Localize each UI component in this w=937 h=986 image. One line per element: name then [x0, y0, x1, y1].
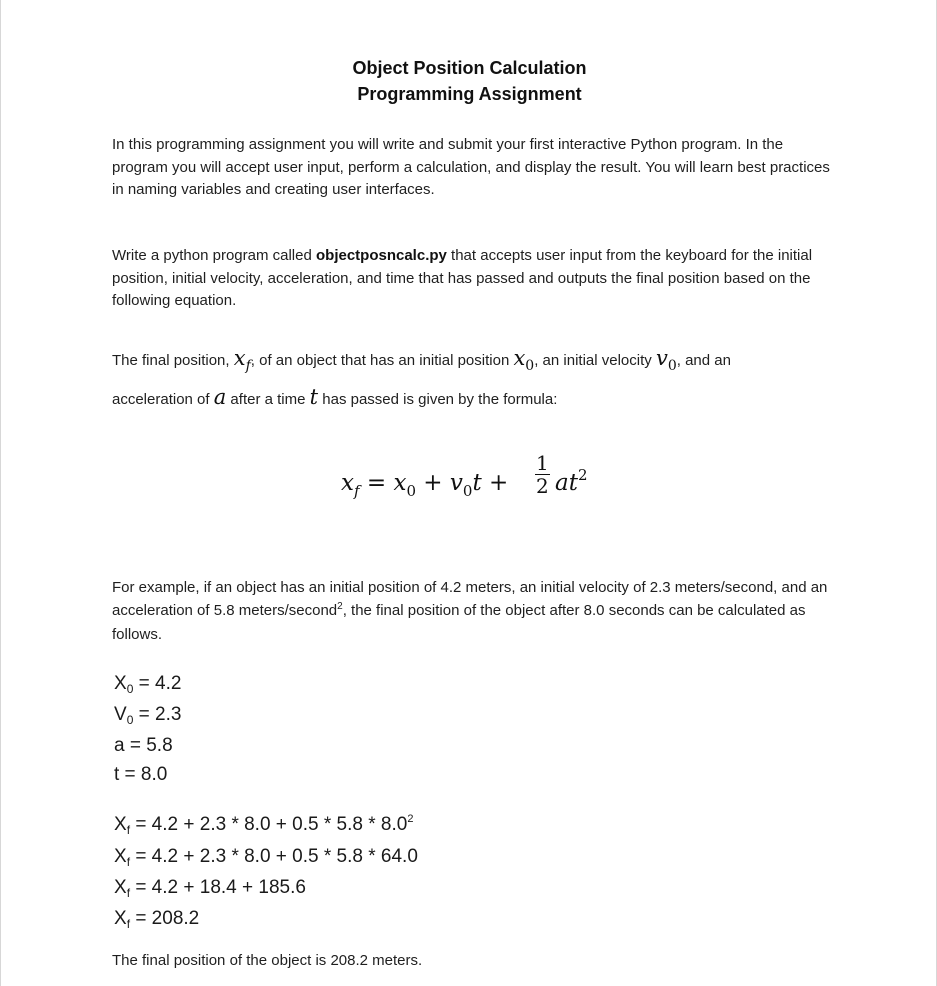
- document-page: Object Position Calculation Programming Assignment In this programming assignment you will write and submit your first interactive Python program. In the program you will accept user input, perform a calculation, and display the result. You will learn best practices in naming variables and creating user interfaces. Write a python program called objectposncalc.py that accepts user input from the keyboard for the initial position, initial velocity, acceleration, and time that has passed and outputs the final position based on the following equation. The final position, $x_f$, of an object that has an initial position $x_0$, an initial velocity $v_0$, and an acceleration of a after a time t has passed is given by the formula: $x_f = x_0 + v_0t$ + 1 2 $at^2$ For example, if an object has an initial position of 4.2 meters, an initial velocity of 2.3 meters/second, and an acceleration of 5.8 meters/second$^2$, the final position of the object after 8.0 seconds can be calculated as follows. $X_0 = 4.2$ $V_0 = 2.3$ a = 5.8 t = 8.0 $X_f = 4.2 + 2.3 * 8.0 + 0.5 * 5.8 * 8.0^2$ $X_f = 4.2 + 2.3 * 8.0 + 0.5 * 5.8 * 64.0$ $X_f = 4.2 + 18.4 + 185.6$ $X_f = 208.2$ The final position of the object is 208.2 meters.: [0, 0, 937, 986]
- steps-block: [114, 810, 418, 935]
- intro-paragraph: In this programming assignment you will write and submit your first interactive Python program. In the program you will accept user input, perform a calculation, and display the result. You will learn best practices in naming variables and creating user interfaces.: [112, 136, 830, 198]
- task-paragraph: Write a python program called objectposncalc.py that accepts user input from the keyboard for the initial position, initial velocity, acceleration, and time that has passed and outputs the final position based on the following equation.: [112, 247, 813, 309]
- step-2: $X_f = 4.2 + 2.3 * 8.0 + 0.5 * 5.8 * 64.0$: [114, 846, 418, 869]
- title-line-1: Object Position Calculation: [352, 58, 587, 78]
- given-x0: $X_0 = 4.2$: [114, 673, 182, 696]
- given-v0: $V_0 = 2.3$: [114, 704, 182, 727]
- givens-block: [114, 669, 181, 789]
- example-paragraph: For example, if an object has an initial position of 4.2 meters, an initial velocity of 2.3 meters/second, and an acceleration of 5.8 meters/second$^2$, the final position of the object after 8.0 seconds can be calculated as follows.: [112, 579, 828, 643]
- given-a: a = 5.8: [114, 735, 173, 756]
- title-line-2: Programming Assignment: [357, 84, 582, 104]
- formula-intro-paragraph: The final position, $x_f$, of an object that has an initial position $x_0$, an initial velocity $v_0$, and an acceleration of a after a time t has passed is given by the formula:: [112, 346, 731, 409]
- var-xf: $x_f$: [233, 346, 251, 374]
- var-t: t: [309, 385, 319, 409]
- step-1: $X_f = 4.2 + 2.3 * 8.0 + 0.5 * 5.8 * 8.0^2$: [114, 813, 414, 837]
- var-x0: $x_0$: [513, 346, 535, 374]
- given-t: t = 8.0: [114, 764, 168, 785]
- var-a: a: [213, 385, 227, 409]
- one-half-fraction: 1 2: [536, 451, 549, 498]
- filename: objectposncalc.py: [316, 247, 447, 264]
- step-4: $X_f = 208.2$: [114, 908, 200, 931]
- conclusion-paragraph: The final position of the object is 208.2 meters.: [112, 952, 423, 969]
- step-3: $X_f = 4.2 + 18.4 + 185.6$: [114, 877, 306, 900]
- var-v0: $v_0$: [655, 346, 677, 374]
